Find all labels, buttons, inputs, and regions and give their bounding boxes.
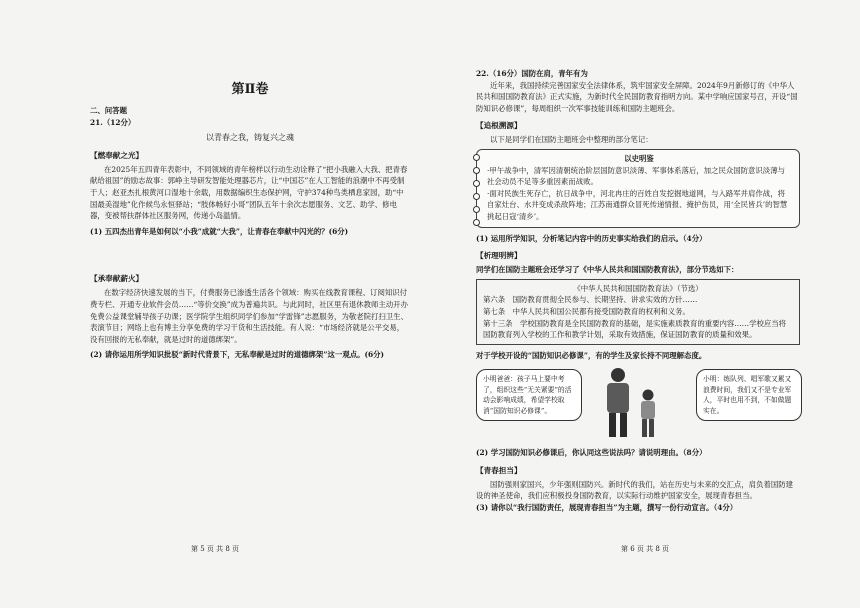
q22-heading: 22.（16分）国防在肩，青年有为 [476, 69, 588, 78]
section-title-youth: 【青春担当】 [476, 465, 522, 475]
law-article-13: 第十三条 学校国防教育是全民国防教育的基础，是实施素质教育的重要内容……学校应当将国防教育列入学校的工作和教学计划，采取有效措施，保证国防教育的质量和效果。 [483, 318, 787, 340]
question-22-2: (2) 学习国防知识必修课后，你认同这些说法吗？请说明理由。（8分） [476, 448, 707, 458]
q21-subtitle: 以青春之我，铸复兴之魂 [206, 133, 294, 143]
law-article-6: 第六条 国防教育贯彻全民参与、长期坚持、讲求实效的方针…… [483, 295, 698, 305]
page-footer-right: 第 6 页 共 8 页 [620, 545, 670, 553]
section-paragraph-2: 在数字经济快速发展的当下，付费服务已渗透生活各个领域：购买在线教育课程、订阅知识付费专栏、开通专业软件会员……“等价交换”成为普遍共识。与此同时，社区里有退休教师主动开办免费公益课堂辅导孩子功课；医学院学生组织同学们参加“学雷锋”志愿服务，为敬老院打扫卫生、表演节目；网络上也有博主分享免费的学习干货和生活技能。有人说：“市场经济就是公平交易，没有回报的无私奉献，就是过时的道德绑架”。 [90, 288, 408, 344]
law-excerpt-box [476, 279, 800, 345]
attitude-lead: 对于学校开设的“国防知识必修课”，有的学生及家长持不同理解态度。 [476, 350, 707, 360]
law-lead: 同学们在国防主题班会还学习了《中华人民共和国国防教育法》，部分节选如下： [476, 265, 739, 275]
law-title: 《中华人民共和国国防教育法》（节选） [573, 283, 703, 293]
ming-speech-bubble: 小明：练队列、唱军歌又累又浪费时间，我们又不是专业军人，平时也用不到，不如做题实在。 [696, 369, 802, 421]
question-22-3: (3) 请你以“我行国防责任，展现青春担当”为主题，撰写一份行动宣言。（4分） [476, 503, 738, 513]
volume-title: 第Ⅱ卷 [231, 82, 269, 97]
dad-speech-bubble: 小明爸爸：孩子马上要中考了，组织这些“无关紧要”的活动会影响成绩，希望学校取消“国防知识必修课”。 [476, 369, 582, 421]
father-son-illustration [594, 365, 668, 441]
law-article-7: 第七条 中华人民共和国公民都有接受国防教育的权利和义务。 [483, 306, 690, 316]
q22-intro: 近年来，我国持续完善国家安全法律体系，筑牢国家安全屏障。2024年9月新修订的《中华人民共和国国防教育法》正式实施，为新时代全民国防教育指明方向。某中学响应国家号召，开设“国防知识必修课”，每周组织一次军事技能训练和国防主题班会。 [476, 80, 798, 113]
part-heading: 二、问答题 [90, 106, 127, 115]
history-notebook [476, 149, 800, 228]
section-title-analysis: 【析理明辨】 [476, 251, 522, 261]
section-title-2: 【承奉献薪火】 [90, 274, 144, 284]
notes-lead: 以下是同学们在国防主题班会中整理的部分笔记： [490, 135, 653, 145]
question-22-1: (1) 运用所学知识，分析笔记内容中的历史事实给我们的启示。（4分） [476, 233, 707, 243]
youth-paragraph: 国防强则家国兴，少年强则国防兴。新时代的我们，站在历史与未来的交汇点，肩负着国防建设的神圣使命，我们应积极投身国防教育，以实际行动维护国家安全，展现青春担当。 [476, 479, 794, 501]
question-21-1: (1) 五四杰出青年是如何以“小我”成就“大我”，让青春在奉献中闪光的？(6分) [90, 226, 349, 236]
notebook-title: 以史明鉴 [624, 153, 654, 163]
notebook-line-2: ·面对民族生死存亡，抗日战争中，河北冉庄的百姓自发挖掘地道网，与入路军并肩作战，将自家灶台、水井变成杀敌阵地；江苏南通群众冒死传递情报、掩护伤员，用‘全民皆兵’的智慧挑起日寇‘清乡’。 [487, 188, 788, 221]
page-6 [430, 0, 860, 608]
dialogue-scene [476, 365, 800, 441]
q21-number: 21.（12分） [90, 117, 136, 127]
section-paragraph-1: 在2025年五四青年表彰中，不同领域的青年榜样以行动生动诠释了“把小我融入大我、把青春献给祖国”的励志故事：郭峥主导研发智能处理器芯片，让“中国芯”在人工智能的浪潮中不再受制于人；赵亚杰扎根黄河口湿地十余载，用数据编织生态保护网，守护374种鸟类栖息家园，助“中国最美湿地”化作候鸟永恒驿站；“肢体畅好小哥”团队五年十余次志愿服务、文艺、助学、修电器，变被帮扶群体社区服务网，传递小岛温情。 [90, 164, 408, 221]
question-21-2: (2) 请你运用所学知识批驳“新时代背景下，无私奉献是过时的道德绑架”这一观点。(6分) [90, 350, 385, 360]
section-title-trace: 【追根溯源】 [476, 121, 522, 131]
page-footer-left: 第 5 页 共 8 页 [190, 545, 240, 553]
notebook-line-1: ·甲午战争中，清军因清朝统治阶层国防意识淡薄、军事体系落后，加之民众国防意识淡薄与社会动员不足等多重因素而战败。 [487, 165, 785, 187]
section-title-1: 【燃奉献之光】 [90, 150, 144, 160]
notebook-rings [473, 154, 479, 232]
